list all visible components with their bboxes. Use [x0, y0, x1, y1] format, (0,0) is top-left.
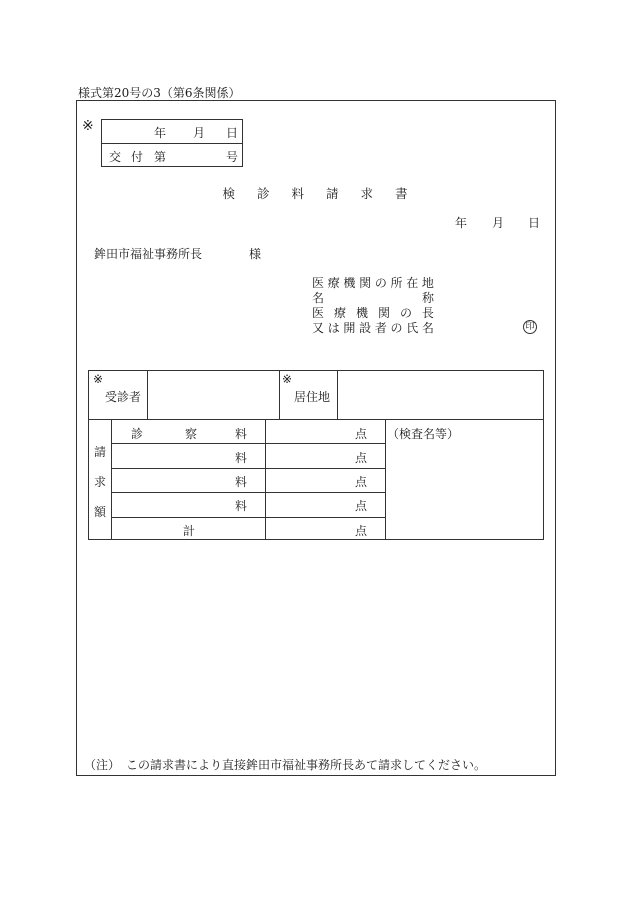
table-line	[89, 419, 543, 420]
issuer-head-row: 医 療 機 関 の 長	[312, 306, 434, 320]
table-line	[111, 443, 385, 444]
fee-row-2-label: 料	[235, 451, 248, 465]
issuer-block	[312, 276, 434, 336]
stamp-issue-char-4: 号	[226, 150, 239, 164]
issuer-name-row: 名 称	[312, 291, 434, 305]
issue-number-box	[101, 119, 243, 167]
table-line	[111, 468, 385, 469]
table-line	[111, 419, 112, 539]
date-month: 月	[492, 216, 505, 230]
total-label: 計	[183, 524, 196, 538]
stamp-issue-char-2: 付	[131, 150, 144, 164]
residence-label: 居住地	[294, 390, 331, 404]
date-year: 年	[455, 216, 468, 230]
stamp-issue-char-1: 交	[109, 150, 122, 164]
stamp-issue-char-3: 第	[154, 150, 167, 164]
claim-label-char-2: 求	[94, 475, 107, 489]
residence-mark: ※	[282, 372, 293, 386]
fee-row-2-unit: 点	[355, 451, 368, 465]
claim-table	[88, 370, 544, 540]
stamp-month: 月	[193, 126, 206, 140]
table-line	[385, 419, 386, 539]
claim-label-char-1: 請	[94, 445, 107, 459]
table-line	[337, 371, 338, 419]
fee-row-4-label: 料	[235, 499, 248, 513]
issuer-founder-row: 又 は 開 設 者 の 氏 名	[312, 321, 434, 335]
stamp-divider	[102, 143, 242, 144]
footnote: （注） この請求書により直接鉾田市福祉事務所長あて請求してください。	[84, 758, 487, 772]
claim-label-char-3: 額	[94, 505, 107, 519]
seal-mark-icon: 印	[523, 320, 537, 334]
total-unit: 点	[355, 524, 368, 538]
addressee-name: 鉾田市福祉事務所長	[94, 247, 203, 261]
issuer-location-row: 医 療 機 関 の 所 在 地	[312, 276, 434, 290]
form-number-label: 様式第20号の3（第6条関係）	[78, 86, 241, 100]
fee-row-1-char-1: 診	[131, 427, 144, 441]
examinee-mark: ※	[93, 372, 104, 386]
examinee-label: 受診者	[105, 390, 142, 404]
addressee-honorific: 様	[249, 247, 262, 261]
stamp-year: 年	[154, 126, 167, 140]
table-line	[147, 371, 148, 419]
table-line	[279, 371, 280, 419]
fee-row-1-unit: 点	[355, 427, 368, 441]
stamp-day: 日	[226, 126, 239, 140]
residence-field[interactable]	[339, 373, 541, 417]
examinee-field[interactable]	[149, 373, 277, 417]
fee-row-4-unit: 点	[355, 499, 368, 513]
fee-row-3-unit: 点	[355, 475, 368, 489]
exam-name-label: （検査名等）	[387, 427, 460, 441]
date-day: 日	[528, 216, 541, 230]
table-line	[111, 492, 385, 493]
fee-row-3-label: 料	[235, 475, 248, 489]
office-use-mark: ※	[82, 118, 94, 134]
document-title: 検 診 料 請 求 書	[222, 186, 408, 201]
fee-row-1-char-2: 察	[185, 427, 198, 441]
fee-row-1-char-3: 料	[235, 427, 248, 441]
table-line	[265, 419, 266, 539]
table-line	[111, 517, 385, 518]
